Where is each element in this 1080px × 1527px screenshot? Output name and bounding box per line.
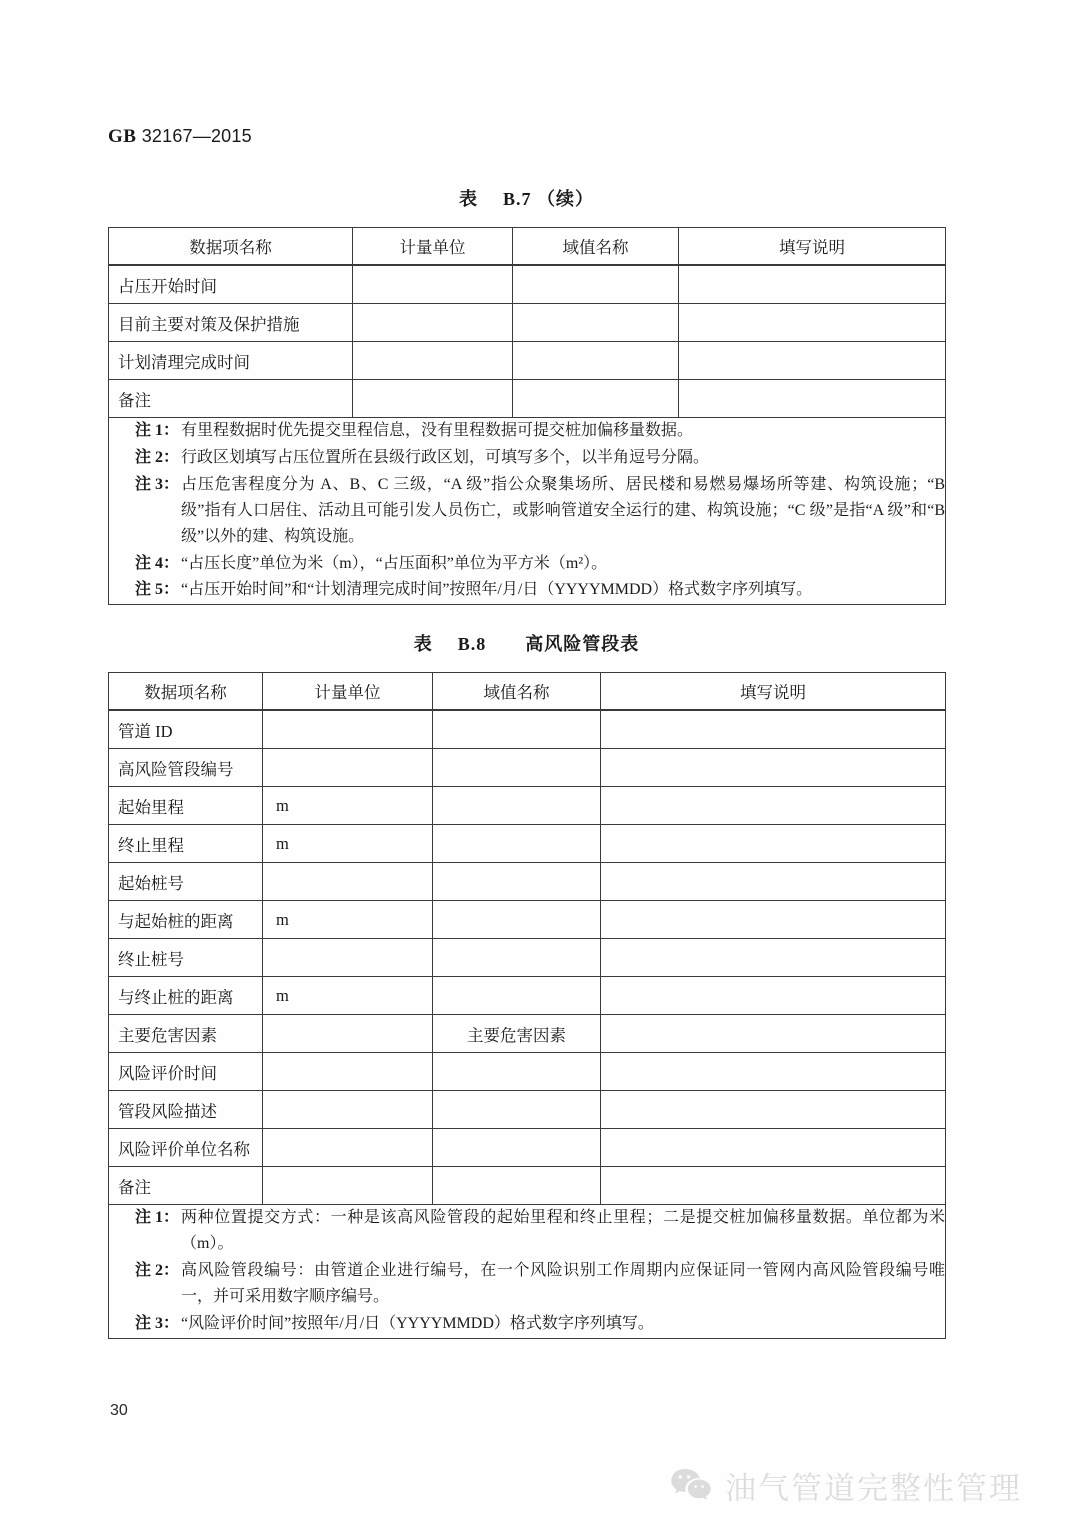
note-text: 行政区划填写占压位置所在县级行政区划，可填写多个，以半角逗号分隔。 [181, 448, 710, 466]
cell-data-item-name: 目前主要对策及保护措施 [109, 304, 353, 342]
table-row [109, 265, 946, 304]
cell-description [601, 787, 946, 825]
cell-unit [263, 749, 433, 787]
watermark-text: 油气管道完整性管理 [725, 1471, 1022, 1506]
document-header [108, 126, 252, 148]
note-item [109, 472, 945, 550]
note-label: 注 2： [135, 448, 180, 466]
table-row [109, 1015, 946, 1053]
cell-unit [353, 342, 513, 380]
cell-data-item-name: 终止桩号 [109, 939, 263, 977]
table-b8-caption [108, 630, 945, 656]
cell-domain [433, 1129, 601, 1167]
note-item [109, 551, 945, 577]
cell-domain [513, 342, 679, 380]
column-header-unit: 计量单位 [263, 673, 433, 711]
table-b8-notes-row [109, 1205, 946, 1339]
cell-domain [513, 380, 679, 418]
cell-unit [263, 710, 433, 749]
table-row [109, 749, 946, 787]
table-row [109, 1167, 946, 1205]
note-label: 注 3： [135, 475, 180, 493]
cell-data-item-name: 起始桩号 [109, 863, 263, 901]
note-item [109, 418, 945, 444]
cell-domain [513, 265, 679, 304]
note-item [109, 577, 945, 603]
table-b8-header-row [109, 673, 946, 711]
table-b7-header-row [109, 228, 946, 266]
cell-data-item-name: 终止里程 [109, 825, 263, 863]
note-label: 注 3： [135, 1314, 180, 1332]
table-row [109, 304, 946, 342]
cell-data-item-name: 管道 ID [109, 710, 263, 749]
cell-description [679, 304, 946, 342]
cell-description [601, 939, 946, 977]
note-item [109, 1258, 945, 1310]
table-b7-caption-number: B.7 [502, 189, 532, 209]
cell-data-item-name: 管段风险描述 [109, 1091, 263, 1129]
table-b8-caption-title: 高风险管段表 [525, 634, 640, 654]
cell-unit [353, 380, 513, 418]
note-text: 有里程数据时优先提交里程信息，没有里程数据可提交桩加偏移量数据。 [181, 422, 694, 439]
cell-unit [263, 1091, 433, 1129]
table-row [109, 380, 946, 418]
note-text: “占压开始时间”和“计划清理完成时间”按照年/月/日（YYYYMMDD）格式数字序列填写。 [181, 581, 813, 599]
standard-number: 32167—2015 [141, 126, 252, 146]
cell-description [679, 380, 946, 418]
cell-data-item-name: 占压开始时间 [109, 265, 353, 304]
note-label: 注 4： [135, 554, 180, 572]
cell-data-item-name: 与终止桩的距离 [109, 977, 263, 1015]
cell-description [601, 901, 946, 939]
note-text: “占压长度”单位为米（m），“占压面积”单位为平方米（m²）。 [181, 554, 608, 572]
cell-unit [263, 1129, 433, 1167]
table-b7-notes-row [109, 418, 946, 605]
table-b7-block [108, 185, 945, 605]
cell-description [601, 1015, 946, 1053]
page-number: 30 [110, 1402, 128, 1419]
cell-unit: m [263, 977, 433, 1015]
cell-domain [433, 787, 601, 825]
note-label: 注 2： [135, 1261, 180, 1279]
wechat-icon [669, 1467, 713, 1505]
cell-unit: m [263, 787, 433, 825]
cell-description [601, 977, 946, 1015]
cell-unit: m [263, 825, 433, 863]
cell-unit [263, 1167, 433, 1205]
note-label: 注 5： [135, 581, 180, 599]
cell-description [679, 342, 946, 380]
cell-description [601, 710, 946, 749]
cell-data-item-name: 备注 [109, 1167, 263, 1205]
cell-description [601, 863, 946, 901]
note-label: 注 1： [135, 1209, 180, 1226]
cell-domain [433, 1167, 601, 1205]
table-b8-caption-prefix: 表 [413, 634, 433, 654]
column-header-description: 填写说明 [601, 673, 946, 711]
table-b7-caption-prefix: 表 [458, 189, 478, 209]
cell-domain [433, 863, 601, 901]
cell-data-item-name: 风险评价单位名称 [109, 1129, 263, 1167]
cell-description [601, 1053, 946, 1091]
table-b8-caption-number: B.8 [457, 634, 487, 654]
table-b7 [108, 227, 946, 605]
note-text: 两种位置提交方式：一种是该高风险管段的起始里程和终止里程；二是提交桩加偏移量数据。单位都为米（m）。 [181, 1209, 945, 1252]
cell-domain [433, 901, 601, 939]
cell-unit [263, 1053, 433, 1091]
column-header-unit: 计量单位 [353, 228, 513, 266]
cell-data-item-name: 与起始桩的距离 [109, 901, 263, 939]
note-text: 占压危害程度分为 A、B、C 三级，“A 级”指公众聚集场所、居民楼和易燃易爆场所等建、构筑设施；“B 级”指有人口居住、活动且可能引发人员伤亡，或影响管道安全运行的建、构筑设施；“C 级”是指“A 级”和“B 级”以外的建、构筑设施。 [181, 475, 945, 545]
cell-unit [263, 939, 433, 977]
cell-description [601, 749, 946, 787]
table-row [109, 1091, 946, 1129]
table-b8-block [108, 630, 945, 1339]
table-row [109, 787, 946, 825]
table-row [109, 1053, 946, 1091]
cell-description [601, 825, 946, 863]
table-b8-notes [109, 1205, 946, 1339]
table-row [109, 939, 946, 977]
table-row [109, 901, 946, 939]
note-text: 高风险管段编号：由管道企业进行编号，在一个风险识别工作周期内应保证同一管网内高风险管段编号唯一，并可采用数字顺序编号。 [181, 1261, 945, 1305]
cell-data-item-name: 风险评价时间 [109, 1053, 263, 1091]
cell-domain [433, 977, 601, 1015]
table-row [109, 710, 946, 749]
cell-data-item-name: 备注 [109, 380, 353, 418]
standard-code: GB [108, 126, 137, 147]
cell-description [601, 1091, 946, 1129]
column-header-domain: 域值名称 [433, 673, 601, 711]
column-header-description: 填写说明 [679, 228, 946, 266]
column-header-name: 数据项名称 [109, 228, 353, 266]
cell-domain [433, 710, 601, 749]
table-b7-caption-suffix: （续） [537, 189, 594, 209]
cell-domain [433, 1091, 601, 1129]
table-row [109, 977, 946, 1015]
note-item [109, 1311, 945, 1337]
cell-unit [353, 304, 513, 342]
table-row [109, 863, 946, 901]
table-row [109, 1129, 946, 1167]
cell-domain [433, 1053, 601, 1091]
table-b7-notes [109, 418, 946, 605]
cell-domain [513, 304, 679, 342]
cell-domain [433, 749, 601, 787]
cell-unit [263, 863, 433, 901]
cell-data-item-name: 计划清理完成时间 [109, 342, 353, 380]
cell-domain: 主要危害因素 [433, 1015, 601, 1053]
cell-domain [433, 825, 601, 863]
table-row [109, 342, 946, 380]
cell-unit [353, 265, 513, 304]
cell-domain [433, 939, 601, 977]
cell-data-item-name: 起始里程 [109, 787, 263, 825]
table-b8 [108, 672, 946, 1339]
note-item [109, 445, 945, 471]
cell-data-item-name: 主要危害因素 [109, 1015, 263, 1053]
note-item [109, 1205, 945, 1257]
watermark [669, 1463, 1022, 1508]
table-row [109, 825, 946, 863]
cell-unit [263, 1015, 433, 1053]
note-label: 注 1： [135, 422, 180, 439]
cell-data-item-name: 高风险管段编号 [109, 749, 263, 787]
cell-description [601, 1129, 946, 1167]
column-header-name: 数据项名称 [109, 673, 263, 711]
cell-unit: m [263, 901, 433, 939]
cell-description [601, 1167, 946, 1205]
table-b7-caption [108, 185, 945, 211]
cell-description [679, 265, 946, 304]
column-header-domain: 域值名称 [513, 228, 679, 266]
note-text: “风险评价时间”按照年/月/日（YYYYMMDD）格式数字序列填写。 [181, 1314, 654, 1332]
